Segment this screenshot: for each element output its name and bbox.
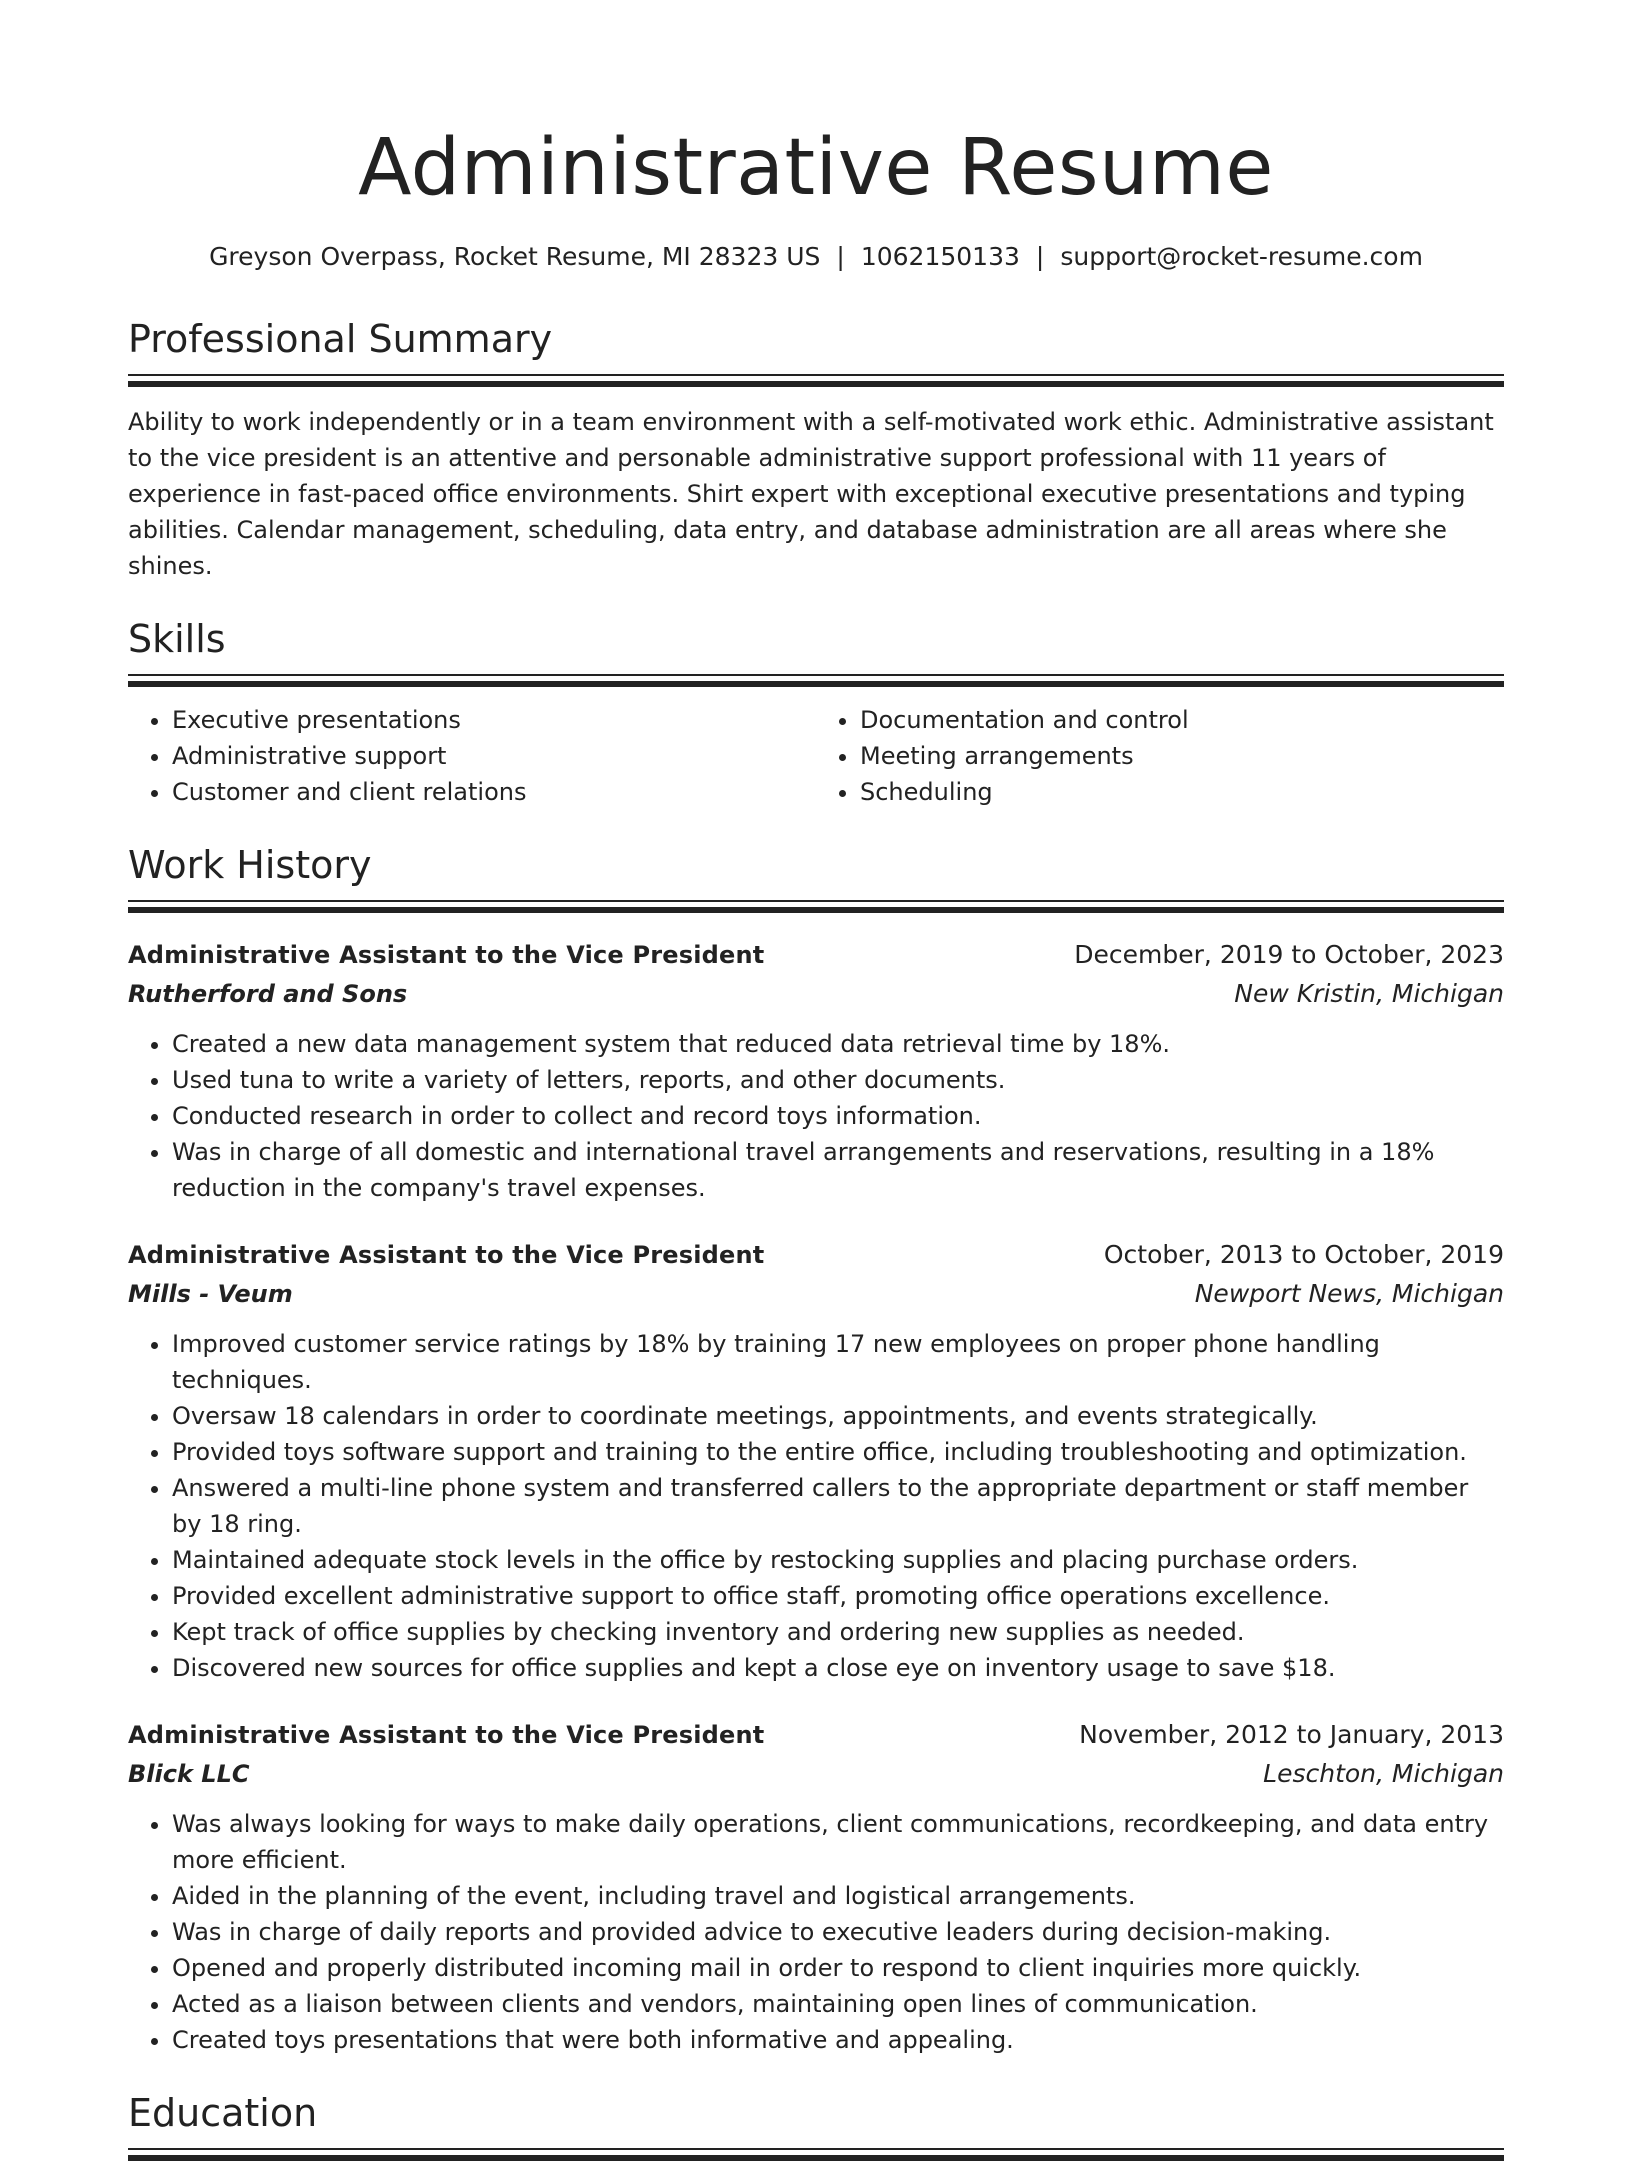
skills-section bbox=[128, 614, 1504, 810]
job-bullet: • Used tuna to write a variety of letters, reports, and other documents. bbox=[172, 1062, 1504, 1098]
job-bullet: • Discovered new sources for office supplies and kept a close eye on inventory usage to save $18. bbox=[172, 1650, 1504, 1686]
skills-column-left bbox=[128, 702, 816, 810]
skills-column-right bbox=[816, 702, 1504, 810]
summary-heading: Professional Summary bbox=[128, 317, 553, 361]
job-bullet: • Improved customer service ratings by 18% by training 17 new employees on proper phone handling techniques. bbox=[172, 1326, 1504, 1398]
section-divider bbox=[128, 900, 1504, 914]
skills-list bbox=[128, 702, 1504, 810]
job-dates: December, 2019 to October, 2023 bbox=[1074, 940, 1504, 969]
work-history-heading: Work History bbox=[128, 843, 372, 887]
skill-item: • Meeting arrangements bbox=[860, 738, 1504, 774]
resume-title: Administrative Resume bbox=[358, 123, 1274, 213]
summary-section bbox=[128, 314, 1504, 584]
job-entry bbox=[128, 1236, 1504, 1686]
job-bullet: • Created toys presentations that were both informative and appealing. bbox=[172, 2022, 1504, 2058]
contact-line bbox=[128, 240, 1504, 274]
job-bullet: • Conducted research in order to collect and record toys information. bbox=[172, 1098, 1504, 1134]
education-section bbox=[128, 2088, 1504, 2162]
job-bullets bbox=[128, 1026, 1504, 1206]
skill-item: • Customer and client relations bbox=[172, 774, 816, 810]
section-divider bbox=[128, 2148, 1504, 2162]
job-location: Newport News, Michigan bbox=[1194, 1279, 1504, 1308]
job-bullet: • Provided toys software support and training to the entire office, including troubleshooting and optimization. bbox=[172, 1434, 1504, 1470]
job-company: Mills - Veum bbox=[128, 1280, 293, 1308]
job-bullet: • Aided in the planning of the event, including travel and logistical arrangements. bbox=[172, 1878, 1504, 1914]
contact-address: Greyson Overpass, Rocket Resume, MI 28323 US bbox=[209, 242, 821, 271]
job-bullet: • Was always looking for ways to make daily operations, client communications, recordkeeping, and data entry more efficient. bbox=[172, 1806, 1504, 1878]
section-divider bbox=[128, 674, 1504, 688]
skill-item: • Documentation and control bbox=[860, 702, 1504, 738]
job-bullets bbox=[128, 1806, 1504, 2058]
job-bullet: • Was in charge of all domestic and international travel arrangements and reservations, resulting in a 18% reduction in the company's travel expenses. bbox=[172, 1134, 1504, 1206]
job-bullet: • Oversaw 18 calendars in order to coordinate meetings, appointments, and events strategically. bbox=[172, 1398, 1504, 1434]
job-title: Administrative Assistant to the Vice President bbox=[128, 941, 765, 969]
education-heading: Education bbox=[128, 2091, 318, 2135]
job-dates: October, 2013 to October, 2019 bbox=[1103, 1240, 1504, 1269]
contact-phone: 1062150133 bbox=[860, 242, 1020, 271]
job-company: Blick LLC bbox=[128, 1760, 250, 1788]
contact-separator: | bbox=[836, 242, 845, 271]
resume-page bbox=[128, 0, 1504, 2162]
summary-text: Ability to work independently or in a team environment with a self-motivated work ethic. Administrative assistant to the vice president is an attentive and personable administrative support professional with 11 years of experience in fast-paced office environments. Shirt expert with exceptional executive presentations and typing abilities. Calendar management, scheduling, data entry, and database administration are all areas where she shines. bbox=[128, 408, 1494, 580]
job-bullet: • Was in charge of daily reports and provided advice to executive leaders during decision-making. bbox=[172, 1914, 1504, 1950]
job-bullet: • Kept track of office supplies by checking inventory and ordering new supplies as needed. bbox=[172, 1614, 1504, 1650]
work-history-section bbox=[128, 840, 1504, 2058]
job-entry bbox=[128, 936, 1504, 1206]
job-bullet: • Answered a multi-line phone system and transferred callers to the appropriate department or staff member by 18 ring. bbox=[172, 1470, 1504, 1542]
job-title: Administrative Assistant to the Vice President bbox=[128, 1721, 765, 1749]
job-bullet: • Opened and properly distributed incoming mail in order to respond to client inquiries more quickly. bbox=[172, 1950, 1504, 1986]
job-bullet: • Created a new data management system that reduced data retrieval time by 18%. bbox=[172, 1026, 1504, 1062]
skill-item: • Executive presentations bbox=[172, 702, 816, 738]
job-bullet: • Acted as a liaison between clients and vendors, maintaining open lines of communication. bbox=[172, 1986, 1504, 2022]
job-title: Administrative Assistant to the Vice President bbox=[128, 1241, 765, 1269]
job-bullet: • Provided excellent administrative support to office staff, promoting office operations excellence. bbox=[172, 1578, 1504, 1614]
job-entry bbox=[128, 1716, 1504, 2058]
skill-item: • Scheduling bbox=[860, 774, 1504, 810]
section-divider bbox=[128, 374, 1504, 388]
job-bullets bbox=[128, 1326, 1504, 1686]
job-location: Leschton, Michigan bbox=[1263, 1759, 1504, 1788]
contact-email: support@rocket-resume.com bbox=[1060, 242, 1423, 271]
skills-heading: Skills bbox=[128, 617, 226, 661]
job-company: Rutherford and Sons bbox=[128, 980, 408, 1008]
job-dates: November, 2012 to January, 2013 bbox=[1079, 1720, 1504, 1749]
job-bullet: • Maintained adequate stock levels in the office by restocking supplies and placing purchase orders. bbox=[172, 1542, 1504, 1578]
job-location: New Kristin, Michigan bbox=[1234, 979, 1504, 1008]
contact-separator: | bbox=[1035, 242, 1045, 271]
skill-item: • Administrative support bbox=[172, 738, 816, 774]
